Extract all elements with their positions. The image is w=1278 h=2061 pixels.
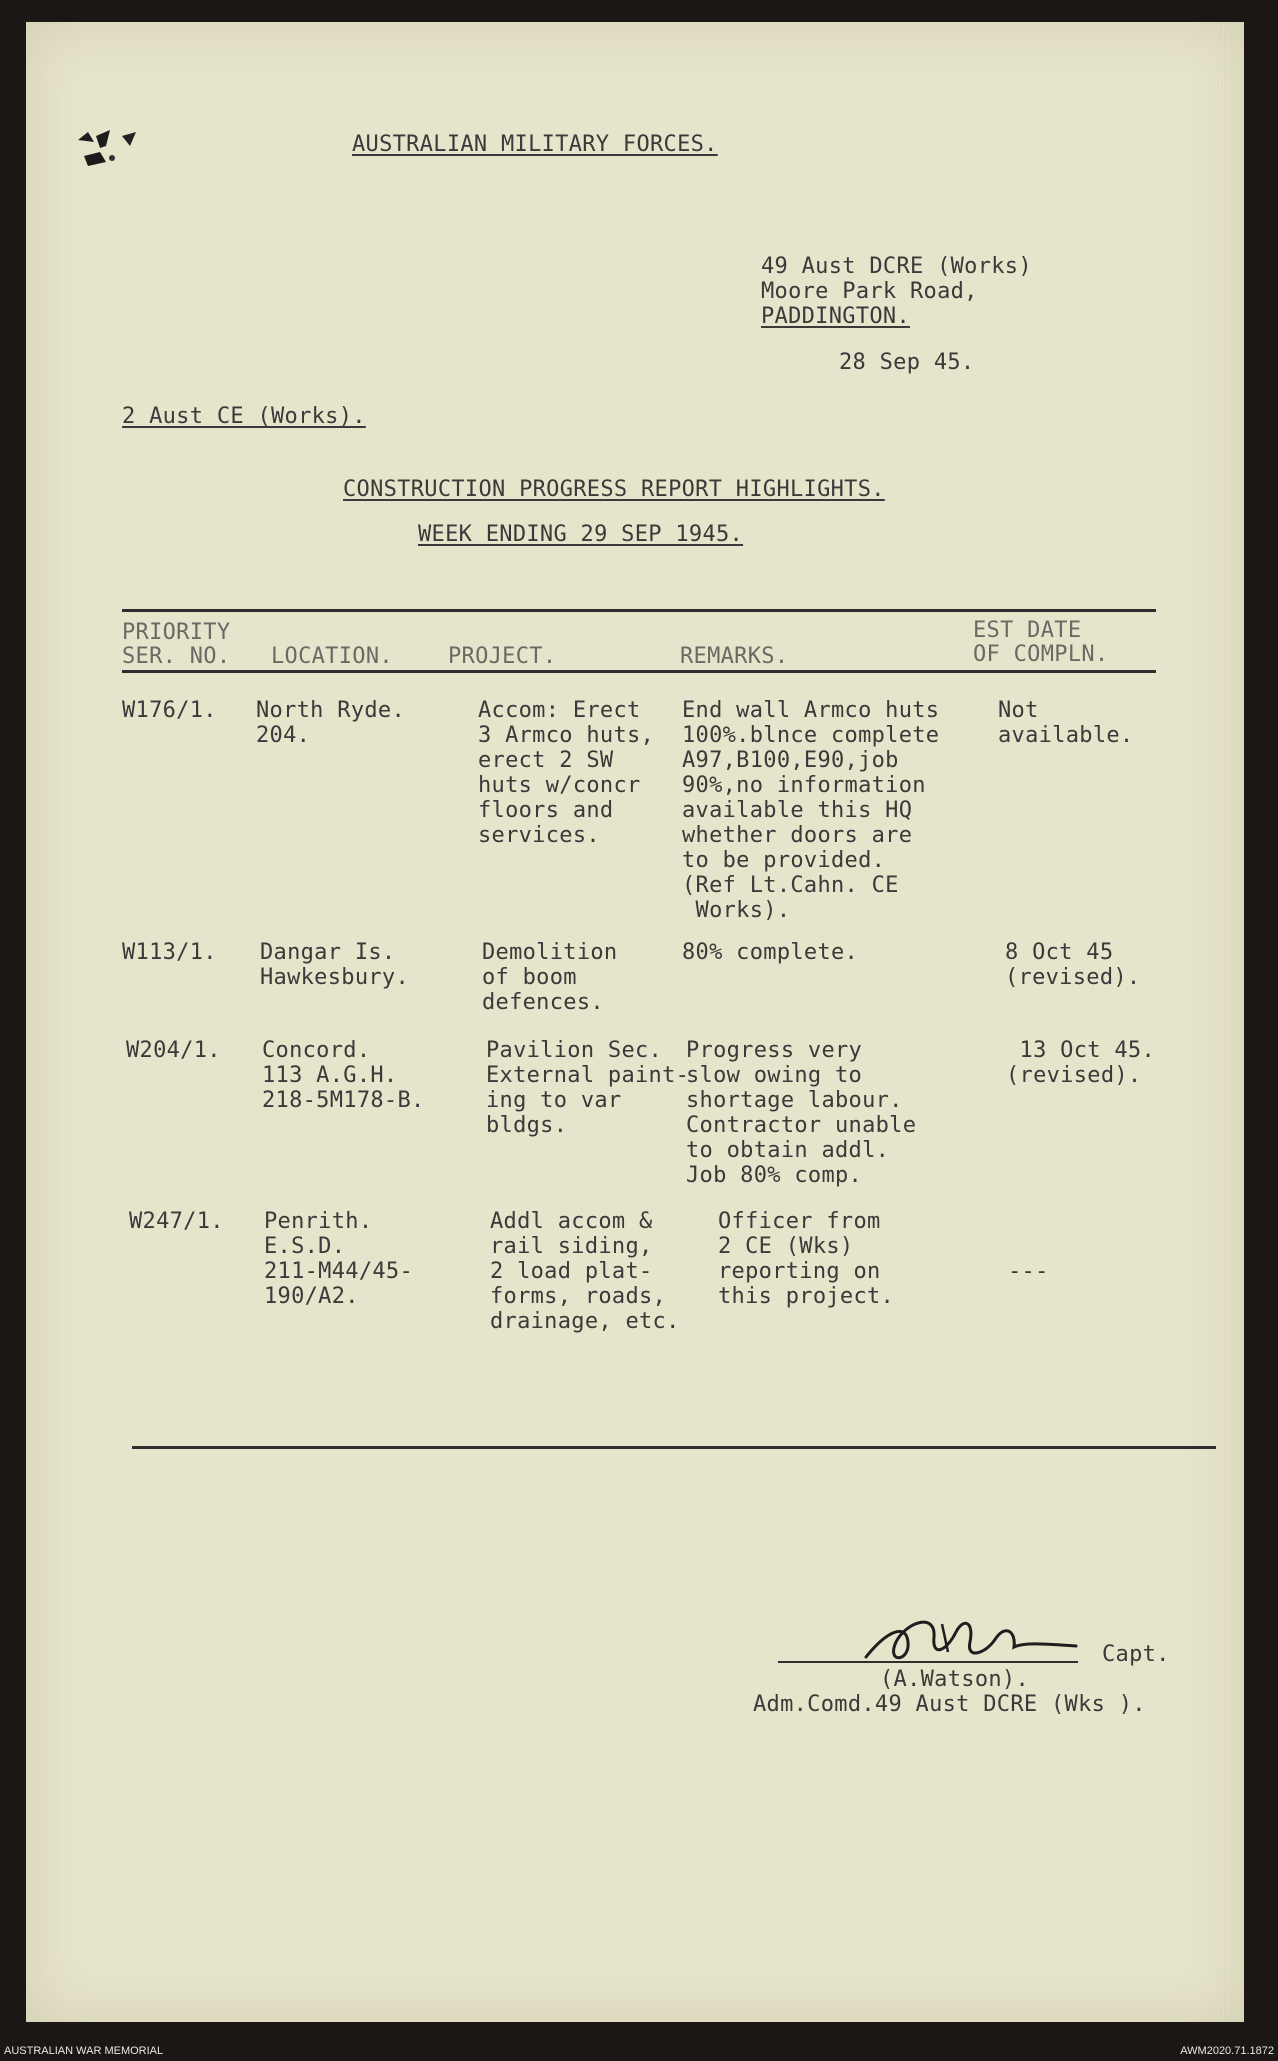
sender-suburb: PADDINGTON. <box>761 304 910 329</box>
signatory-name: (A.Watson). <box>880 1667 1029 1692</box>
row-est-date: 8 Oct 45 (revised). <box>1005 940 1141 990</box>
row-remarks: Officer from 2 CE (Wks) reporting on this project. <box>718 1209 895 1309</box>
col-header-completion: OF COMPLN. <box>973 642 1109 667</box>
row-est-date: Not available. <box>998 698 1134 748</box>
document-page <box>26 22 1244 2022</box>
addressee: 2 Aust CE (Works). <box>122 404 366 429</box>
row-location: Concord. 113 A.G.H. 218-5M178-B. <box>262 1038 425 1113</box>
row-location: North Ryde. 204. <box>256 698 405 748</box>
row-location: Dangar Is. Hawkesbury. <box>260 940 409 990</box>
row-ser-no: W247/1. <box>129 1209 224 1234</box>
row-ser-no: W113/1. <box>122 940 217 965</box>
row-project: Accom: Erect 3 Armco huts, erect 2 SW huts w/concr floors and services. <box>478 698 655 848</box>
row-project: Demolition of boom defences. <box>482 940 618 1015</box>
table-bottom-rule <box>132 1446 1216 1449</box>
col-header-ser-no: SER. NO. <box>122 644 231 669</box>
col-header-location: LOCATION. <box>271 644 393 669</box>
col-header-project: PROJECT. <box>448 644 557 669</box>
table-header-rule <box>122 670 1156 673</box>
sender-street: Moore Park Road, <box>761 279 978 304</box>
row-project: Pavilion Sec. External paint- ing to var bldgs. <box>486 1038 690 1138</box>
page-edge <box>1222 22 1225 2022</box>
col-header-priority: PRIORITY <box>122 620 231 645</box>
document-heading: AUSTRALIAN MILITARY FORCES. <box>352 132 718 157</box>
row-project: Addl accom & rail siding, 2 load plat- forms, roads, drainage, etc. <box>490 1209 680 1334</box>
sender-unit: 49 Aust DCRE (Works) <box>761 254 1032 279</box>
report-title: CONSTRUCTION PROGRESS REPORT HIGHLIGHTS. <box>343 477 885 502</box>
archive-credit: AUSTRALIAN WAR MEMORIAL <box>4 2045 164 2057</box>
row-remarks: 80% complete. <box>682 940 859 965</box>
col-header-remarks: REMARKS. <box>680 644 789 669</box>
row-est-date: 13 Oct 45. (revised). <box>1006 1038 1155 1088</box>
row-remarks: End wall Armco huts 100%.blnce complete A97,B100,E90,job 90%,no information available this HQ whether doors are to be provided. (Ref Lt.Cahn. CE Works). <box>682 698 940 923</box>
week-ending: WEEK ENDING 29 SEP 1945. <box>418 522 744 547</box>
archive-reference: AWM2020.71.1872 <box>1180 2045 1274 2057</box>
row-remarks: Progress very slow owing to shortage labour. Contractor unable to obtain addl. Job 80% comp. <box>686 1038 917 1188</box>
row-ser-no: W176/1. <box>122 698 217 723</box>
row-location: Penrith. E.S.D. 211-M44/45- 190/A2. <box>264 1209 413 1309</box>
document-date: 28 Sep 45. <box>839 350 975 375</box>
table-top-rule <box>122 609 1156 612</box>
row-est-date: --- <box>1008 1259 1049 1284</box>
signature-line <box>778 1661 1078 1663</box>
signatory-appointment: Adm.Comd.49 Aust DCRE (Wks ). <box>753 1692 1146 1717</box>
col-header-est-date: EST DATE <box>973 618 1082 643</box>
staple-mark-icon <box>66 122 146 182</box>
signatory-rank: Capt. <box>1102 1642 1170 1667</box>
row-ser-no: W204/1. <box>126 1038 221 1063</box>
